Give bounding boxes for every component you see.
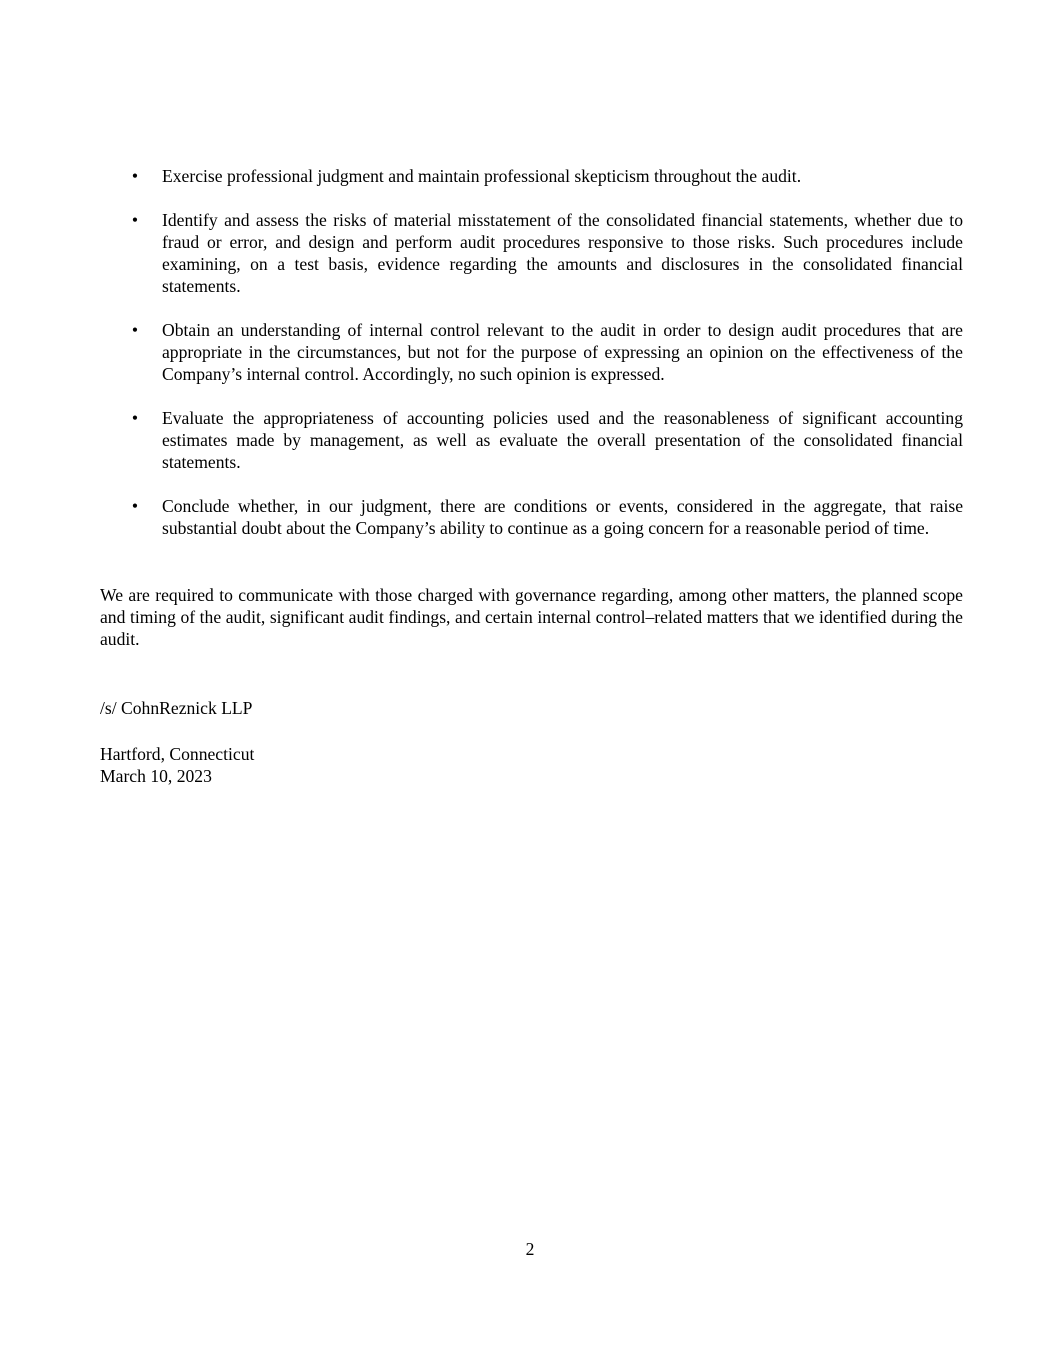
bullet-icon: •	[131, 408, 139, 428]
auditor-signature: /s/ CohnReznick LLP	[100, 698, 253, 718]
list-item	[100, 209, 963, 297]
governance-communication-paragraph: We are required to communicate with those charged with governance regarding, among other matters, the planned scope and timing of the audit, significant audit findings, and certain internal control–related matters that we identified during the audit.	[100, 585, 963, 649]
page-number: 2	[525, 1239, 535, 1259]
bullet-icon: •	[131, 496, 139, 516]
bullet-icon: •	[131, 166, 139, 186]
signing-date: March 10, 2023	[100, 766, 212, 786]
list-item-text: Identify and assess the risks of material misstatement of the consolidated financial statements, whether due to fraud or error, and design and perform audit procedures responsive to those risks. Such procedures include examining, on a test basis, evidence regarding the amounts and disclosures in the consolidated financial statements.	[162, 210, 963, 296]
list-item	[100, 407, 963, 473]
list-item-text: Exercise professional judgment and maintain professional skepticism throughout the audit.	[162, 166, 802, 186]
list-item-text: Evaluate the appropriateness of accounting policies used and the reasonableness of significant accounting estimates made by management, as well as evaluate the overall presentation of the consolidated financial statements.	[162, 408, 963, 472]
bullet-icon: •	[131, 210, 139, 230]
audit-responsibilities-list	[100, 165, 963, 561]
list-item	[100, 165, 963, 187]
list-item-text: Obtain an understanding of internal control relevant to the audit in order to design audit procedures that are appropriate in the circumstances, but not for the purpose of expressing an opinion on the effectiveness of the Company’s internal control. Accordingly, no such opinion is expressed.	[162, 320, 963, 384]
list-item	[100, 495, 963, 539]
list-item	[100, 319, 963, 385]
signing-location: Hartford, Connecticut	[100, 744, 255, 764]
bullet-icon: •	[131, 320, 139, 340]
list-item-text: Conclude whether, in our judgment, there are conditions or events, considered in the aggregate, that raise substantial doubt about the Company’s ability to continue as a going concern for a reasonable period of time.	[162, 496, 963, 538]
